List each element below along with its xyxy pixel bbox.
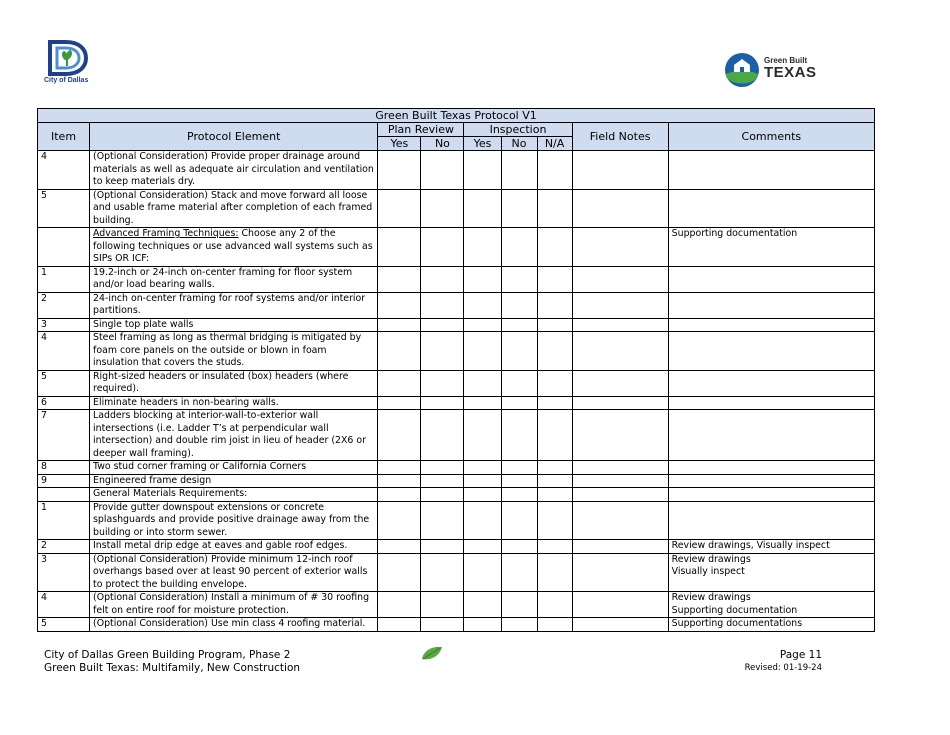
field-notes-cell[interactable] [572,592,668,618]
field-notes-cell[interactable] [572,292,668,318]
plan-yes-cell[interactable] [378,461,421,475]
table-row [38,474,875,488]
comments-cell [668,553,874,592]
insp-no-cell[interactable] [501,228,537,267]
insp-na-cell[interactable] [537,553,572,592]
footer-left [44,649,300,675]
insp-na-cell[interactable] [537,410,572,461]
item-cell: 2 [38,292,90,318]
header-insp-na: N/A [537,137,572,151]
plan-no-cell[interactable] [421,318,464,332]
comment-line: Review drawings [671,553,751,565]
element-cell [90,228,378,267]
element-cell: Two stud corner framing or California Corners [90,461,378,475]
element-cell: Provide gutter downspout extensions or concrete splashguards and provide positive drainage away from the building or into storm sewer. [90,501,378,540]
plan-yes-cell[interactable] [378,266,421,292]
field-notes-cell[interactable] [572,540,668,554]
protocol-table [37,108,875,632]
comments-cell [668,370,874,396]
insp-yes-cell[interactable] [464,474,501,488]
plan-no-cell[interactable] [421,332,464,371]
plan-no-cell[interactable] [421,461,464,475]
table-row [38,501,875,540]
plan-yes-cell[interactable] [378,189,421,228]
insp-no-cell[interactable] [501,501,537,540]
comment-line: Review drawings [671,592,751,603]
table-row [38,618,875,632]
field-notes-cell[interactable] [572,151,668,190]
plan-yes-cell[interactable] [378,474,421,488]
plan-no-cell[interactable] [421,370,464,396]
table-row [38,461,875,475]
element-cell: Install metal drip edge at eaves and gable roof edges. [90,540,378,554]
footer-right [745,649,822,675]
plan-no-cell[interactable] [421,501,464,540]
insp-no-cell[interactable] [501,461,537,475]
insp-yes-cell[interactable] [464,266,501,292]
field-notes-cell[interactable] [572,396,668,410]
item-cell: 8 [38,461,90,475]
plan-yes-cell[interactable] [378,318,421,332]
table-row [38,318,875,332]
insp-no-cell[interactable] [501,553,537,592]
header-field-notes: Field Notes [572,123,668,151]
gbt-logo-main-text: TEXAS [764,64,817,81]
comment-line: Visually inspect [671,566,745,577]
element-cell: Steel framing as long as thermal bridging is mitigated by foam core panels on the outside or blown in foam insulation that covers the studs. [90,332,378,371]
green-built-texas-logo [724,52,824,88]
insp-no-cell[interactable] [501,488,537,502]
gbt-logo-top-text: Green Built [764,56,808,65]
header-item: Item [38,123,90,151]
header-comments: Comments [668,123,874,151]
insp-no-cell[interactable] [501,189,537,228]
plan-no-cell[interactable] [421,592,464,618]
insp-na-cell[interactable] [537,540,572,554]
item-cell: 3 [38,553,90,592]
item-cell: 5 [38,618,90,632]
plan-yes-cell[interactable] [378,553,421,592]
table-row [38,488,875,502]
field-notes-cell[interactable] [572,318,668,332]
insp-yes-cell[interactable] [464,461,501,475]
comments-cell [668,474,874,488]
plan-yes-cell[interactable] [378,292,421,318]
plan-no-cell[interactable] [421,488,464,502]
table-row [38,553,875,592]
item-cell: 6 [38,396,90,410]
insp-no-cell[interactable] [501,618,537,632]
insp-na-cell[interactable] [537,474,572,488]
plan-yes-cell[interactable] [378,501,421,540]
item-cell: 4 [38,151,90,190]
item-cell: 5 [38,189,90,228]
insp-na-cell[interactable] [537,189,572,228]
insp-na-cell[interactable] [537,266,572,292]
field-notes-cell[interactable] [572,618,668,632]
table-row [38,228,875,267]
table-row [38,189,875,228]
plan-no-cell[interactable] [421,540,464,554]
insp-yes-cell[interactable] [464,592,501,618]
field-notes-cell[interactable] [572,266,668,292]
plan-no-cell[interactable] [421,228,464,267]
plan-yes-cell[interactable] [378,396,421,410]
insp-no-cell[interactable] [501,540,537,554]
insp-no-cell[interactable] [501,151,537,190]
insp-yes-cell[interactable] [464,501,501,540]
item-cell: 7 [38,410,90,461]
footer-program-line: City of Dallas Green Building Program, Phase 2 [44,649,291,661]
field-notes-cell[interactable] [572,228,668,267]
field-notes-cell[interactable] [572,488,668,502]
table-row [38,332,875,371]
comments-cell: Supporting documentations [668,618,874,632]
field-notes-cell[interactable] [572,474,668,488]
element-cell: Ladders blocking at interior-wall-to-exterior wall intersections (i.e. Ladder T’s at perpendicular wall intersection) and double rim joist in lieu of header (2X6 or deeper wall framing). [90,410,378,461]
city-logo-text: City of Dallas [44,77,89,84]
insp-na-cell[interactable] [537,396,572,410]
comments-cell [668,410,874,461]
field-notes-cell[interactable] [572,410,668,461]
insp-no-cell[interactable] [501,318,537,332]
header-protocol-element: Protocol Element [90,123,378,151]
plan-no-cell[interactable] [421,396,464,410]
element-cell: Single top plate walls [90,318,378,332]
plan-yes-cell[interactable] [378,332,421,371]
table-row [38,396,875,410]
header-plan-review: Plan Review [378,123,464,137]
field-notes-cell[interactable] [572,189,668,228]
comments-cell [668,318,874,332]
insp-na-cell[interactable] [537,501,572,540]
section-heading-text: Choose any 2 of the following techniques or use advanced wall systems such as SIPs OR ICF: [93,228,373,264]
insp-yes-cell[interactable] [464,540,501,554]
item-cell: 3 [38,318,90,332]
element-cell: (Optional Consideration) Provide proper drainage around materials as well as adequate air circulation and ventilation to keep materials dry. [90,151,378,190]
item-cell: 9 [38,474,90,488]
insp-no-cell[interactable] [501,266,537,292]
insp-yes-cell[interactable] [464,396,501,410]
leaf-icon [420,645,444,667]
insp-yes-cell[interactable] [464,318,501,332]
table-row [38,266,875,292]
insp-no-cell[interactable] [501,396,537,410]
insp-yes-cell[interactable] [464,292,501,318]
field-notes-cell[interactable] [572,370,668,396]
plan-yes-cell[interactable] [378,151,421,190]
insp-no-cell[interactable] [501,474,537,488]
table-title: Green Built Texas Protocol V1 [38,109,875,123]
comment-line: Supporting documentation [671,604,798,616]
insp-na-cell[interactable] [537,592,572,618]
table-row [38,540,875,554]
element-cell: General Materials Requirements: [90,488,378,502]
plan-yes-cell[interactable] [378,488,421,502]
table-row [38,592,875,618]
comments-cell: Review drawings, Visually inspect [668,540,874,554]
comments-cell [668,151,874,190]
element-cell: (Optional Consideration) Install a minimum of # 30 roofing felt on entire roof for moisture protection. [90,592,378,618]
insp-no-cell[interactable] [501,292,537,318]
insp-yes-cell[interactable] [464,228,501,267]
plan-no-cell[interactable] [421,410,464,461]
insp-na-cell[interactable] [537,488,572,502]
comments-cell [668,592,874,618]
plan-no-cell[interactable] [421,292,464,318]
table-row [38,292,875,318]
plan-yes-cell[interactable] [378,228,421,267]
insp-no-cell[interactable] [501,592,537,618]
field-notes-cell[interactable] [572,461,668,475]
plan-no-cell[interactable] [421,553,464,592]
plan-no-cell[interactable] [421,189,464,228]
insp-yes-cell[interactable] [464,410,501,461]
plan-yes-cell[interactable] [378,592,421,618]
insp-yes-cell[interactable] [464,332,501,371]
page-number: Page 11 [779,649,822,661]
element-cell: (Optional Consideration) Provide minimum 12-inch roof overhangs based over at least 90 percent of exterior walls to protect the building envelope. [90,553,378,592]
insp-yes-cell[interactable] [464,488,501,502]
item-cell: 2 [38,540,90,554]
header-insp-yes: Yes [464,137,501,151]
item-cell: 5 [38,370,90,396]
field-notes-cell[interactable] [572,332,668,371]
insp-yes-cell[interactable] [464,151,501,190]
comments-cell [668,396,874,410]
item-cell: 1 [38,501,90,540]
insp-na-cell[interactable] [537,228,572,267]
insp-no-cell[interactable] [501,410,537,461]
table-row [38,370,875,396]
insp-yes-cell[interactable] [464,618,501,632]
insp-na-cell[interactable] [537,151,572,190]
footer-subtitle-line: Green Built Texas: Multifamily, New Construction [44,662,301,674]
comments-cell [668,266,874,292]
plan-no-cell[interactable] [421,618,464,632]
field-notes-cell[interactable] [572,501,668,540]
insp-na-cell[interactable] [537,318,572,332]
element-cell: Right-sized headers or insulated (box) headers (where required). [90,370,378,396]
comments-cell [668,292,874,318]
section-heading: Advanced Framing Techniques: [93,228,239,239]
insp-na-cell[interactable] [537,370,572,396]
comments-cell [668,332,874,371]
revised-date: Revised: 01-19-24 [744,663,822,673]
element-cell: (Optional Consideration) Stack and move forward all loose and usable frame material after completion of each framed building. [90,189,378,228]
header-insp-no: No [501,137,537,151]
plan-no-cell[interactable] [421,266,464,292]
header-inspection: Inspection [464,123,572,137]
header-plan-no: No [421,137,464,151]
comments-cell [668,501,874,540]
item-cell: 1 [38,266,90,292]
comments-cell [668,488,874,502]
insp-na-cell[interactable] [537,332,572,371]
item-cell [38,488,90,502]
plan-yes-cell[interactable] [378,540,421,554]
comments-cell [668,461,874,475]
insp-yes-cell[interactable] [464,553,501,592]
table-row [38,410,875,461]
plan-yes-cell[interactable] [378,370,421,396]
element-cell: Eliminate headers in non-bearing walls. [90,396,378,410]
insp-no-cell[interactable] [501,332,537,371]
comments-cell [668,189,874,228]
element-cell: 19.2-inch or 24-inch on-center framing for floor system and/or load bearing walls. [90,266,378,292]
header-plan-yes: Yes [378,137,421,151]
comments-cell: Supporting documentation [668,228,874,267]
plan-no-cell[interactable] [421,151,464,190]
element-cell: Engineered frame design [90,474,378,488]
item-cell [38,228,90,267]
plan-no-cell[interactable] [421,474,464,488]
insp-yes-cell[interactable] [464,370,501,396]
plan-yes-cell[interactable] [378,410,421,461]
insp-na-cell[interactable] [537,292,572,318]
insp-no-cell[interactable] [501,370,537,396]
plan-yes-cell[interactable] [378,618,421,632]
table-row [38,151,875,190]
element-cell: (Optional Consideration) Use min class 4 roofing material. [90,618,378,632]
insp-na-cell[interactable] [537,461,572,475]
item-cell: 4 [38,592,90,618]
insp-yes-cell[interactable] [464,189,501,228]
insp-na-cell[interactable] [537,618,572,632]
element-cell: 24-inch on-center framing for roof systems and/or interior partitions. [90,292,378,318]
item-cell: 4 [38,332,90,371]
field-notes-cell[interactable] [572,553,668,592]
